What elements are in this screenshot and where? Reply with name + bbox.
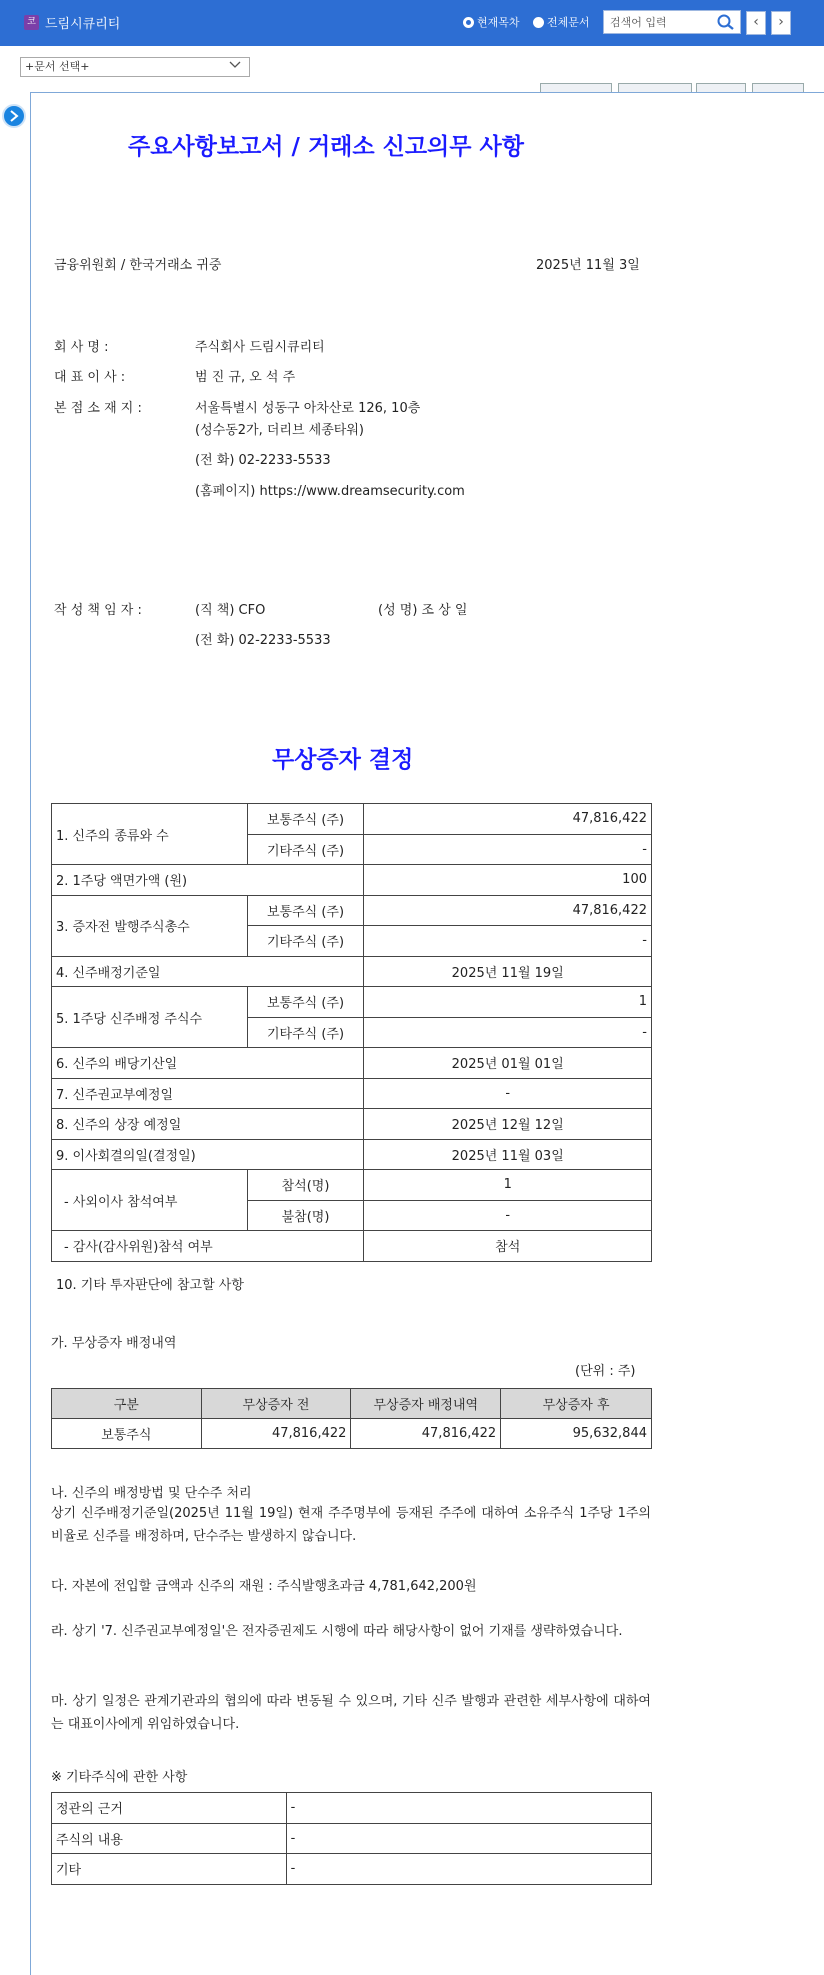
- decision-table: [51, 803, 652, 1262]
- search-icon[interactable]: [716, 13, 736, 31]
- company-label: 회 사 명 :: [54, 340, 109, 355]
- ceo-value: 범 진 규, 오 석 주: [195, 370, 296, 385]
- section-d-text: 라. 상기 '7. 신주권교부예정일'은 전자증권제도 시행에 따라 해당사항이 없어 기재를 생략하였습니다.: [51, 1624, 623, 1639]
- table-cell-value: 참석: [364, 1231, 652, 1262]
- table-cell-value: -: [286, 1854, 651, 1885]
- table-cell-label: 9. 이사회결의일(결정일): [52, 1139, 364, 1170]
- table-cell-label: 주식의 내용: [52, 1823, 287, 1854]
- table-cell-label: 2. 1주당 액면가액 (원): [52, 865, 364, 896]
- table-row: [52, 1823, 652, 1854]
- radio-current-section[interactable]: [463, 14, 520, 30]
- table-row: [52, 1078, 652, 1109]
- table-cell-sub: 기타주식 (주): [247, 1017, 364, 1048]
- table-cell-sub: 참석(명): [247, 1170, 364, 1201]
- table-cell-value: 2025년 11월 19일: [364, 956, 652, 987]
- table-cell-label: 6. 신주의 배당기산일: [52, 1048, 364, 1079]
- table-cell-sub: 기타주식 (주): [247, 834, 364, 865]
- unit-label: (단위 : 주): [575, 1364, 636, 1379]
- table-row: [52, 1793, 652, 1824]
- table-cell-value: 47,816,422: [364, 804, 652, 835]
- table-cell-label: 5. 1주당 신주배정 주식수: [52, 987, 248, 1048]
- table-row: [52, 1231, 652, 1262]
- address-line-2: (성수동2가, 더리브 세종타워): [195, 423, 364, 438]
- address-line-1: 서울특별시 성동구 아차산로 126, 10층: [195, 401, 421, 416]
- table-cell-label: 3. 증자전 발행주식총수: [52, 895, 248, 956]
- table-cell-value: -: [364, 1078, 652, 1109]
- radio-current-label: 현재목차: [477, 16, 520, 29]
- search-input[interactable]: [604, 11, 712, 33]
- table-cell-value: -: [364, 834, 652, 865]
- table-cell-sub: 불참(명): [247, 1200, 364, 1231]
- table-cell-value: -: [286, 1793, 651, 1824]
- radio-selected-icon[interactable]: [463, 17, 474, 28]
- app-logo-icon: 코: [24, 15, 39, 30]
- table-header-row: [52, 1389, 652, 1419]
- top-bar: [0, 0, 824, 46]
- document-select[interactable]: [20, 57, 250, 77]
- table-cell-value: -: [364, 926, 652, 957]
- section-b-text: 상기 신주배정기준일(2025년 11월 19일) 현재 주주명부에 등재된 주주에 대하여 소유주식 1주당 1주의 비율로 신주를 배정하며, 단수주는 발생하지 않습니다.: [51, 1506, 651, 1544]
- table-cell-value: 1: [364, 987, 652, 1018]
- prev-result-button[interactable]: [746, 11, 766, 35]
- table-cell: 47,816,422: [201, 1419, 351, 1449]
- radio-unselected-icon[interactable]: [533, 17, 544, 28]
- table-row: [52, 1139, 652, 1170]
- table-cell-label: 8. 신주의 상장 예정일: [52, 1109, 364, 1140]
- table-row: [52, 1109, 652, 1140]
- search-box: [603, 10, 741, 34]
- document-title: 주요사항보고서 / 거래소 신고의무 사항: [128, 133, 524, 160]
- section-title: 무상증자 결정: [272, 746, 414, 773]
- table-cell-sub: 보통주식 (주): [247, 895, 364, 926]
- section-10-heading: 10. 기타 투자판단에 참고할 사항: [56, 1278, 244, 1293]
- table-cell-label: 정관의 근거: [52, 1793, 287, 1824]
- table-cell: 47,816,422: [351, 1419, 501, 1449]
- table-cell-sub: 기타주식 (주): [247, 926, 364, 957]
- section-c-text: 다. 자본에 전입할 금액과 신주의 재원 : 주식발행초과금 4,781,642,200원: [51, 1579, 477, 1594]
- section-b-heading: 나. 신주의 배정방법 및 단수주 처리: [51, 1486, 252, 1501]
- table-cell: 95,632,844: [501, 1419, 652, 1449]
- writer-name: (성 명) 조 상 일: [378, 603, 468, 618]
- table-cell-value: 1: [364, 1170, 652, 1201]
- table-cell-label: 4. 신주배정기준일: [52, 956, 364, 987]
- section-e-text: 마. 상기 일정은 관계기관과의 협의에 따라 변동될 수 있으며, 기타 신주 발행과 관련한 세부사항에 대하여는 대표이사에게 위임하였습니다.: [51, 1694, 651, 1732]
- table-cell-sub: 보통주식 (주): [247, 987, 364, 1018]
- chevron-down-icon: [229, 59, 241, 71]
- company-value: 주식회사 드림시큐리티: [195, 340, 325, 355]
- table-cell-value: 2025년 01월 01일: [364, 1048, 652, 1079]
- section-a-heading: 가. 무상증자 배정내역: [51, 1336, 177, 1351]
- report-date: 2025년 11월 3일: [536, 258, 640, 273]
- table-cell-value: -: [364, 1017, 652, 1048]
- chevron-right-icon: ›: [778, 14, 784, 30]
- ceo-label: 대 표 이 사 :: [54, 370, 126, 385]
- table-cell-value: 47,816,422: [364, 895, 652, 926]
- sidebar-toggle-button[interactable]: [2, 104, 26, 128]
- allocation-table: [51, 1388, 652, 1449]
- chevron-left-icon: ‹: [753, 14, 759, 30]
- next-result-button[interactable]: [771, 11, 791, 35]
- other-stock-table: [51, 1792, 652, 1885]
- chevron-right-icon: [9, 110, 19, 122]
- table-cell-label: 1. 신주의 종류와 수: [52, 804, 248, 865]
- table-row: [52, 895, 652, 926]
- app-title: 드림시큐리티: [45, 17, 121, 32]
- table-row: [52, 804, 652, 835]
- writer-position: (직 책) CFO: [195, 603, 266, 618]
- table-row: [52, 865, 652, 896]
- recipient: 금융위원회 / 한국거래소 귀중: [54, 258, 222, 273]
- phone: (전 화) 02-2233-5533: [195, 453, 331, 468]
- table-cell-label: 기타: [52, 1854, 287, 1885]
- table-header-cell: 무상증자 전: [201, 1389, 351, 1419]
- table-cell-label: - 사외이사 참석여부: [52, 1170, 248, 1231]
- table-header-cell: 무상증자 후: [501, 1389, 652, 1419]
- table-cell-label: - 감사(감사위원)참석 여부: [52, 1231, 364, 1262]
- table-cell-value: 2025년 12월 12일: [364, 1109, 652, 1140]
- table-row: [52, 1048, 652, 1079]
- table-row: [52, 1419, 652, 1449]
- address-label: 본 점 소 재 지 :: [54, 401, 142, 416]
- table-header-cell: 구분: [52, 1389, 202, 1419]
- homepage: (홈페이지) https://www.dreamsecurity.com: [195, 484, 465, 499]
- other-stock-heading: ※ 기타주식에 관한 사항: [51, 1770, 188, 1785]
- writer-label: 작 성 책 임 자 :: [54, 603, 142, 618]
- table-row: [52, 956, 652, 987]
- table-cell: 보통주식: [52, 1419, 202, 1449]
- table-row: [52, 987, 652, 1018]
- writer-phone: (전 화) 02-2233-5533: [195, 633, 331, 648]
- radio-all-label: 전체문서: [547, 16, 590, 29]
- document-select-value: +문서 선택+: [25, 60, 90, 73]
- table-cell-value: -: [286, 1823, 651, 1854]
- table-cell-sub: 보통주식 (주): [247, 804, 364, 835]
- table-cell-label: 7. 신주권교부예정일: [52, 1078, 364, 1109]
- table-cell-value: 2025년 11월 03일: [364, 1139, 652, 1170]
- table-header-cell: 무상증자 배정내역: [351, 1389, 501, 1419]
- table-row: [52, 1854, 652, 1885]
- table-cell-value: 100: [364, 865, 652, 896]
- table-row: [52, 1170, 652, 1201]
- table-cell-value: -: [364, 1200, 652, 1231]
- radio-all-documents[interactable]: [533, 14, 590, 30]
